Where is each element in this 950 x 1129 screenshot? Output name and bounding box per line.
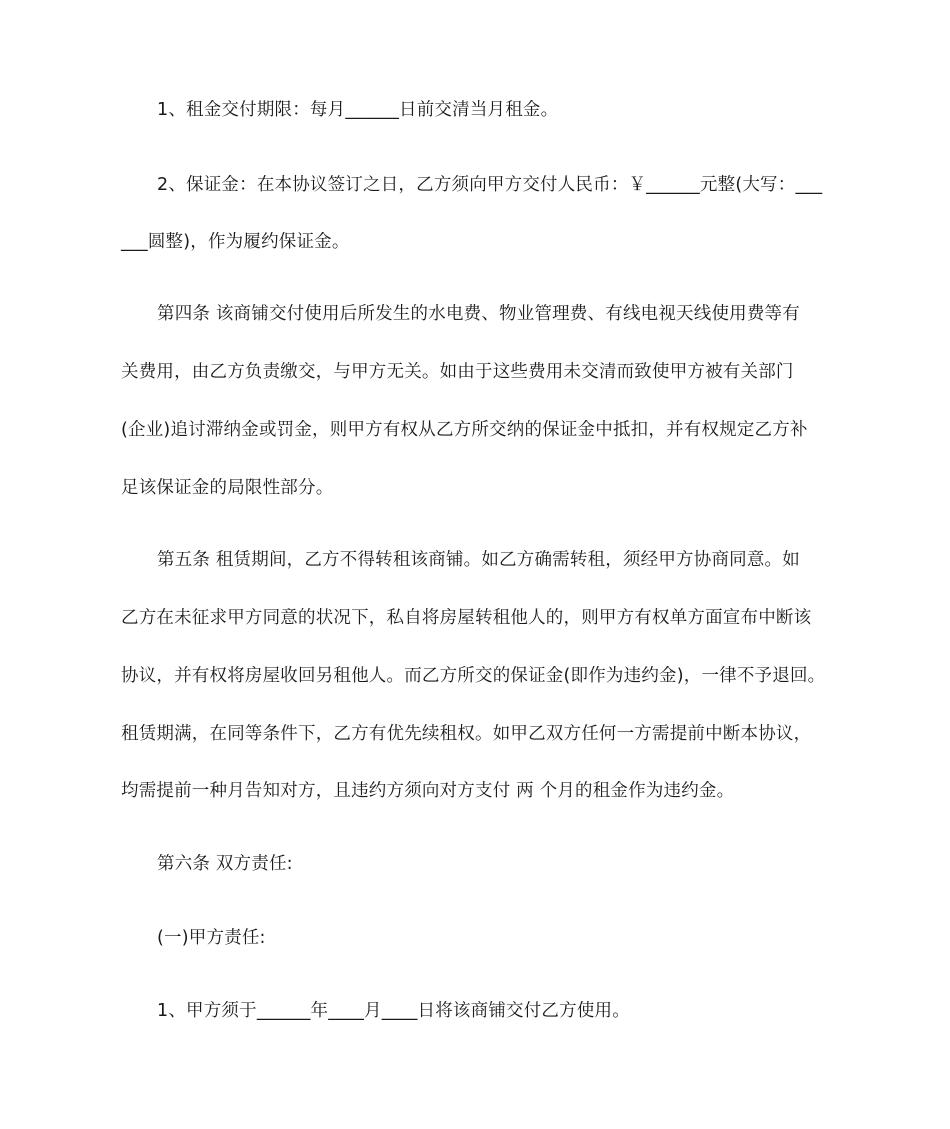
article-4-line-1: 第四条 该商铺交付使用后所发生的水电费、物业管理费、有线电视天线使用费等有 [157, 304, 800, 324]
party-a-delivery-date: 1、甲方须于______年____月____日将该商铺交付乙方使用。 [157, 1001, 630, 1021]
party-a-responsibilities-heading: (一)甲方责任: [157, 928, 266, 948]
article-5-line-3: 协议，并有权将房屋收回另租他人。而乙方所交的保证金(即作为违约金)，一律不予退回。 [121, 666, 826, 686]
article-5-line-4: 租赁期满，在同等条件下，乙方有优先续租权。如甲乙双方任何一方需提前中断本协议， [121, 724, 812, 744]
article-5-line-1: 第五条 租赁期间，乙方不得转租该商铺。如乙方确需转租，须经甲方协商同意。如 [157, 550, 800, 570]
article-4-line-3: (企业)追讨滞纳金或罚金，则甲方有权从乙方所交纳的保证金中抵扣，并有权规定乙方补 [121, 420, 808, 440]
deposit-clause-line-2: ___圆整)，作为履约保证金。 [121, 232, 350, 252]
rent-payment-deadline: 1、租金交付期限：每月______日前交清当月租金。 [157, 100, 559, 120]
article-5-line-5: 均需提前一种月告知对方，且违约方须向对方支付 两 个月的租金作为违约金。 [121, 781, 735, 801]
article-5-line-2: 乙方在未征求甲方同意的状况下，私自将房屋转租他人的，则甲方有权单方面宣布中断该 [121, 608, 812, 628]
deposit-clause-line-1: 2、保证金：在本协议签订之日，乙方须向甲方交付人民币：￥______元整(大写：___ [157, 175, 823, 195]
article-4-line-4: 足该保证金的局限性部分。 [121, 478, 334, 498]
article-6-heading: 第六条 双方责任: [157, 854, 293, 874]
article-4-line-2: 关费用，由乙方负责缴交，与甲方无关。如由于这些费用未交清而致使甲方被有关部门 [121, 362, 794, 382]
